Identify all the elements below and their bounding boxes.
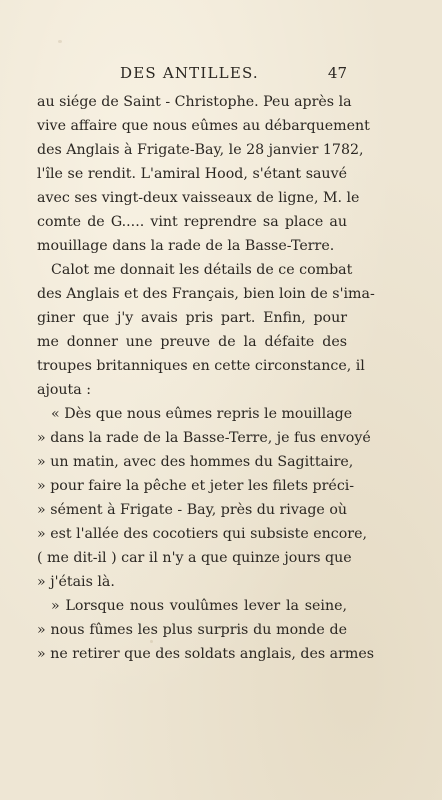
text-line: » dans la rade de la Basse-Terre, je fus envoyé bbox=[37, 430, 371, 446]
text-line: ajouta : bbox=[37, 382, 91, 398]
running-head: DES ANTILLES. bbox=[120, 64, 259, 82]
text-line: » nous fûmes les plus surpris du monde de bbox=[37, 622, 347, 638]
text-line: ( me dit-il ) car il n'y a que quinze jours que bbox=[37, 550, 352, 566]
body-text bbox=[37, 90, 375, 666]
paper-foxing-spot bbox=[58, 40, 62, 43]
text-line: » Lorsque nous voulûmes lever la seine, bbox=[51, 598, 347, 614]
text-line: » pour faire la pêche et jeter les filets préci- bbox=[37, 478, 355, 494]
page-header bbox=[120, 64, 347, 84]
text-line: mouillage dans la rade de la Basse-Terre. bbox=[37, 238, 335, 254]
text-line: » ne retirer que des soldats anglais, des armes bbox=[37, 646, 375, 662]
text-line: Calot me donnait les détails de ce combat bbox=[51, 262, 353, 278]
text-line: des Anglais et des Français, bien loin de s'ima- bbox=[37, 286, 375, 302]
page-number: 47 bbox=[327, 64, 347, 82]
text-line: » sément à Frigate - Bay, près du rivage où bbox=[37, 502, 347, 518]
text-line: au siége de Saint - Christophe. Peu après la bbox=[37, 94, 352, 110]
text-line: » un matin, avec des hommes du Sagittaire, bbox=[37, 454, 354, 470]
text-line: » j'étais là. bbox=[37, 574, 115, 590]
text-line: troupes britanniques en cette circonstance, il bbox=[37, 358, 365, 374]
text-line: » est l'allée des cocotiers qui subsiste encore, bbox=[37, 526, 367, 542]
text-line: vive affaire que nous eûmes au débarquement bbox=[37, 118, 370, 134]
text-line: me donner une preuve de la défaite des bbox=[37, 334, 347, 350]
text-line: comte de G..... vint reprendre sa place au bbox=[37, 214, 347, 230]
text-line: des Anglais à Frigate-Bay, le 28 janvier 1782, bbox=[37, 142, 364, 158]
text-line: giner que j'y avais pris part. Enfin, pour bbox=[37, 310, 347, 326]
text-line: avec ses vingt-deux vaisseaux de ligne, M. le bbox=[37, 190, 360, 206]
text-line: l'île se rendit. L'amiral Hood, s'étant sauvé bbox=[37, 166, 347, 182]
text-line: « Dès que nous eûmes repris le mouillage bbox=[51, 406, 353, 422]
